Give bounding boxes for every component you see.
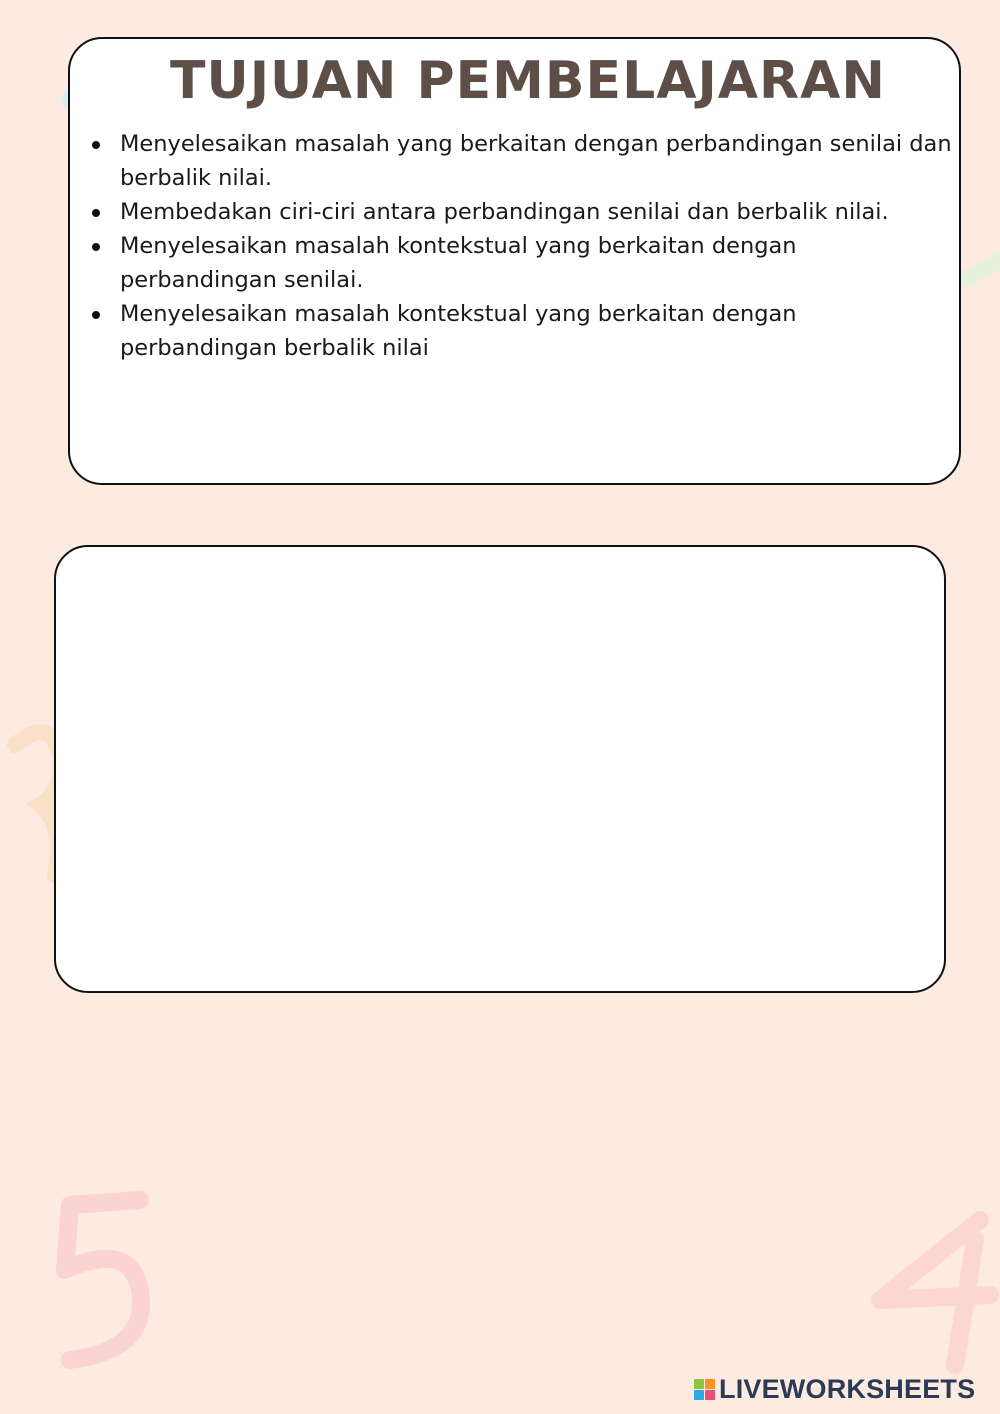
list-item [92,229,952,297]
page-title: TUJUAN PEMBELAJARAN [170,51,886,111]
bullet-icon [92,141,100,149]
objectives-list [92,127,952,365]
list-item [92,127,952,195]
list-item [92,297,952,365]
objective-text: Membedakan ciri-ciri antara perbandingan senilai dan berbalik nilai. [120,199,889,225]
bullet-icon [92,243,100,251]
bullet-icon [92,209,100,217]
liveworksheets-brand [694,1375,975,1403]
empty-content-card [54,545,946,993]
learning-objectives-card [68,37,961,485]
bullet-icon [92,311,100,319]
brand-name: LIVEWORKSHEETS [719,1373,976,1404]
objective-text: Menyelesaikan masalah kontekstual yang berkaitan dengan perbandingan berbalik nilai [120,301,797,361]
liveworksheets-logo-icon [694,1379,715,1400]
numeral-five-decoration [40,1180,170,1380]
list-item [92,195,952,229]
objective-text: Menyelesaikan masalah yang berkaitan dengan perbandingan senilai dan berbalik nilai. [120,131,952,191]
objective-text: Menyelesaikan masalah kontekstual yang berkaitan dengan perbandingan senilai. [120,233,797,293]
numeral-four-decoration [860,1200,1000,1380]
